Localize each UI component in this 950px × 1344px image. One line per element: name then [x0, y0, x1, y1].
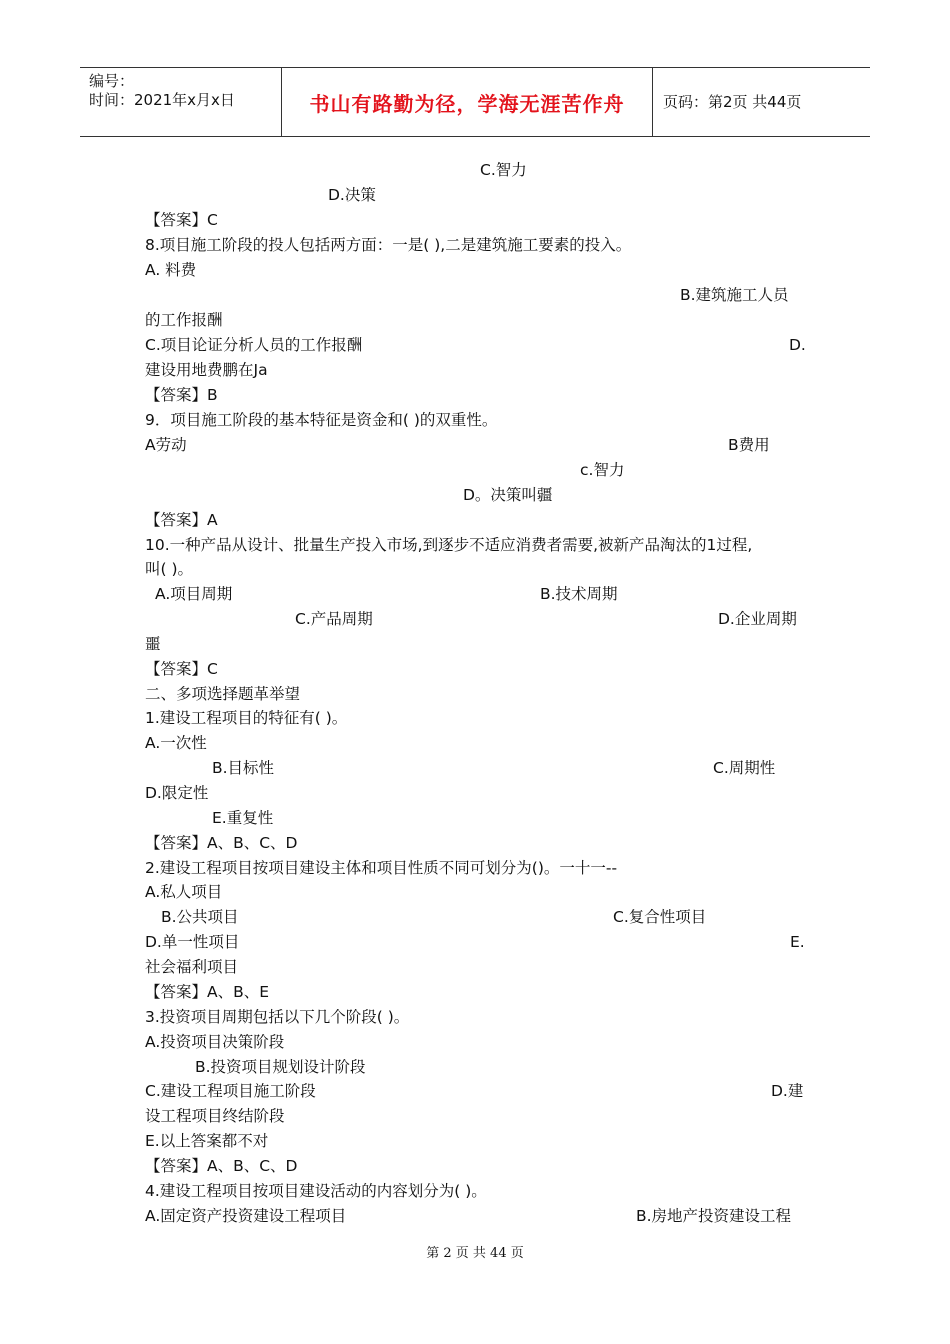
- option-line: 噩: [145, 635, 161, 653]
- answer-line: 【答案】A: [145, 511, 218, 529]
- option-line: C.项目论证分析人员的工作报酬: [145, 336, 363, 354]
- option-line: A.固定资产投资建设工程项目: [145, 1207, 347, 1225]
- answer-line: 【答案】A、B、E: [145, 983, 270, 1001]
- question-line: 2.建设工程项目按项目建设主体和项目性质不同可划分为()。一十一--: [145, 859, 618, 877]
- option-line: A. 料费: [145, 261, 197, 279]
- option-line: 建设用地费鹏在Ja: [145, 361, 268, 379]
- answer-line: 【答案】C: [145, 211, 218, 229]
- option-line: 社会福利项目: [145, 958, 239, 976]
- option-line: C.周期性: [713, 759, 776, 777]
- option-line: D。决策叫疆: [463, 486, 553, 504]
- question-line: 9．项目施工阶段的基本特征是资金和( )的双重性。: [145, 411, 498, 429]
- option-line: D.企业周期: [718, 610, 797, 628]
- option-line: C.建设工程项目施工阶段: [145, 1082, 316, 1100]
- header-meta-cell: [80, 68, 282, 136]
- option-line: B.目标性: [212, 759, 275, 777]
- header-page-cell: [653, 68, 870, 136]
- option-line: 设工程项目终结阶段: [145, 1107, 285, 1125]
- option-line: C.产品周期: [295, 610, 373, 628]
- page-header: [80, 67, 870, 137]
- option-line: A.项目周期: [155, 585, 233, 603]
- option-line: B.技术周期: [540, 585, 618, 603]
- option-line: E.: [790, 933, 805, 951]
- option-line: D.决策: [328, 186, 376, 204]
- option-line: B费用: [728, 436, 770, 454]
- header-motto: 书山有路勤为径，学海无涯苦作舟: [309, 92, 625, 116]
- document-date-label: 时间：2021年x月x日: [89, 91, 235, 109]
- option-line: A劳动: [145, 436, 187, 454]
- option-line: E.重复性: [212, 809, 274, 827]
- answer-line: 【答案】A、B、C、D: [145, 1157, 298, 1175]
- option-line: 的工作报酬: [145, 311, 223, 329]
- option-line: B.房地产投资建设工程: [636, 1207, 792, 1225]
- option-line: A.投资项目决策阶段: [145, 1033, 285, 1051]
- option-line: c.智力: [580, 461, 625, 479]
- option-line: D.限定性: [145, 784, 209, 802]
- question-line: 3.投资项目周期包括以下几个阶段( )。: [145, 1008, 410, 1026]
- header-page-info: 页码：第2页 共44页: [663, 93, 802, 111]
- document-number-label: 编号：: [89, 72, 135, 90]
- option-line: D.建: [771, 1082, 804, 1100]
- question-line: 1.建设工程项目的特征有( )。: [145, 709, 348, 727]
- option-line: D.单一性项目: [145, 933, 240, 951]
- answer-line: 【答案】B: [145, 386, 218, 404]
- question-line: 叫( )。: [145, 560, 194, 578]
- question-line: 10.一种产品从设计、批量生产投入市场,到逐步不适应消费者需要,被新产品淘汰的1过程,: [145, 536, 753, 554]
- option-line: B.公共项目: [161, 908, 239, 926]
- question-line: 8.项目施工阶段的投人包括两方面：一是( ),二是建筑施工要素的投入。: [145, 236, 632, 254]
- page-footer: 第 2 页 共 44 页: [426, 1246, 524, 1261]
- section-heading: 二、多项选择题革举望: [145, 685, 301, 703]
- option-line: A.一次性: [145, 734, 207, 752]
- option-line: C.复合性项目: [613, 908, 707, 926]
- header-motto-cell: [282, 68, 653, 136]
- option-line: B.投资项目规划设计阶段: [195, 1058, 366, 1076]
- question-line: 4.建设工程项目按项目建设活动的内容划分为( )。: [145, 1182, 487, 1200]
- answer-line: 【答案】A、B、C、D: [145, 834, 298, 852]
- option-line: B.建筑施工人员: [680, 286, 789, 304]
- option-line: A.私人项目: [145, 883, 223, 901]
- option-line: C.智力: [480, 161, 527, 179]
- answer-line: 【答案】C: [145, 660, 218, 678]
- option-line: E.以上答案都不对: [145, 1132, 269, 1150]
- option-line: D.: [789, 336, 806, 354]
